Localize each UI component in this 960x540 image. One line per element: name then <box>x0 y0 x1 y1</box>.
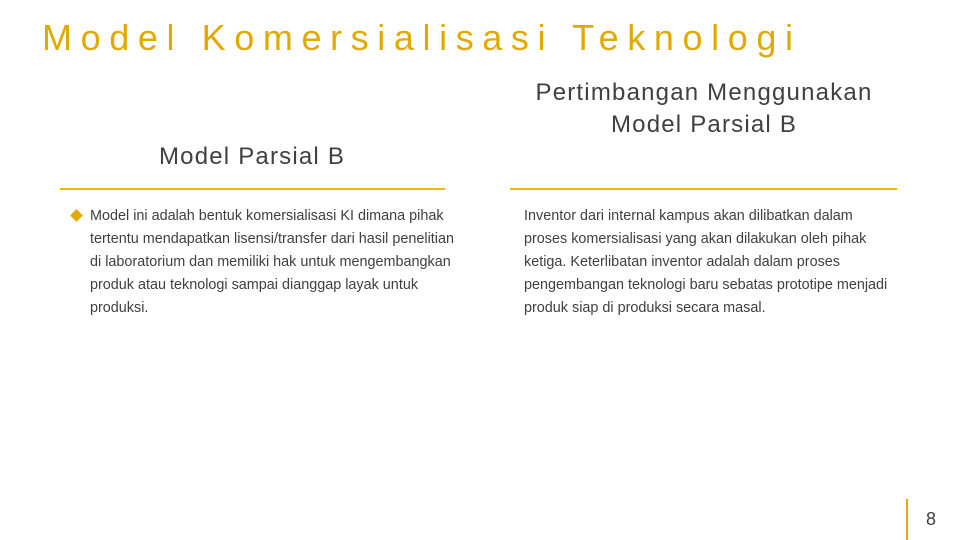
left-column-heading: Model Parsial B <box>158 143 346 170</box>
page-number-divider <box>906 499 908 540</box>
diamond-bullet-icon <box>70 209 83 222</box>
slide-title: Model Komersialisasi Teknologi <box>42 17 802 58</box>
page-number: 8 <box>925 509 936 529</box>
left-heading-divider <box>60 188 445 190</box>
right-column-heading: Pertimbangan Menggunakan Model Parsial B <box>535 79 873 138</box>
right-heading-divider <box>510 188 897 190</box>
left-column-body: Model ini adalah bentuk komersialisasi KI dimana pihak tertentu mendapatkan lisensi/transfer dari hasil penelitian di laboratorium dan memiliki hak untuk mengembangkan produk atau teknologi sampai dianggap layak untuk produksi. <box>90 208 454 316</box>
right-column-body: Inventor dari internal kampus akan dilibatkan dalam proses komersialisasi yang akan dilakukan oleh pihak ketiga. Keterlibatan inventor adalah dalam proses pengembangan teknologi baru sebatas prototipe menjadi produk siap di produksi secara masal. <box>524 208 888 316</box>
